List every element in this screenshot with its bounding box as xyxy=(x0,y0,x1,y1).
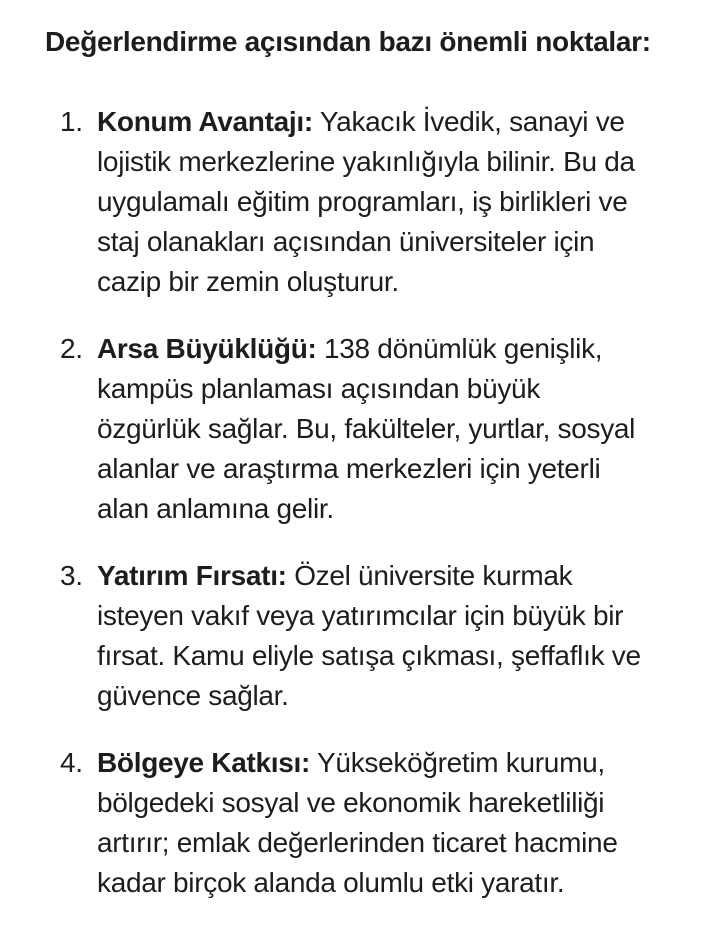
list-item xyxy=(45,329,680,529)
list-item-body xyxy=(97,329,649,529)
list-item-label: Bölgeye Katkısı: xyxy=(97,747,311,778)
list-item-text: 138 dönümlük genişlik, kampüs planlaması açısından büyük özgürlük sağlar. Bu, fakülteler, yurtlar, sosyal alanlar ve araştırma merkezleri için yeterli alan anlamına gelir. xyxy=(97,333,636,524)
list-item-text: Yükseköğretim kurumu, bölgedeki sosyal ve ekonomik hareketliliği artırır; emlak değerlerinden ticaret hacmine kadar birçok alanda olumlu etki yaratır. xyxy=(97,747,618,898)
list-item-text: Özel üniversite kurmak isteyen vakıf veya yatırımcılar için büyük bir fırsat. Kamu eliyle satışa çıkması, şeffaflık ve güvence sağlar. xyxy=(97,560,641,711)
list-item-text: Yakacık İvedik, sanayi ve lojistik merkezlerine yakınlığıyla bilinir. Bu da uygulamalı eğitim programları, iş birlikleri ve staj olanakları açısından üniversiteler için cazip bir zemin oluşturur. xyxy=(97,106,635,297)
list-item-label: Yatırım Fırsatı: xyxy=(97,560,287,591)
list-item-number: 1. xyxy=(60,106,83,137)
list-item-number: 4. xyxy=(60,747,83,778)
list-item-label: Arsa Büyüklüğü: xyxy=(97,333,317,364)
list-item-label: Konum Avantajı: xyxy=(97,106,313,137)
page-title: Değerlendirme açısından bazı önemli noktalar: xyxy=(45,26,651,57)
list-item xyxy=(45,556,680,716)
list-item-number: 3. xyxy=(60,560,83,591)
list-item-body xyxy=(97,556,649,716)
list-item-body xyxy=(97,102,649,302)
list-item-body xyxy=(97,743,649,903)
list-item-number: 2. xyxy=(60,333,83,364)
list-item xyxy=(45,743,680,903)
key-points-list xyxy=(45,102,680,903)
list-item xyxy=(45,102,680,302)
